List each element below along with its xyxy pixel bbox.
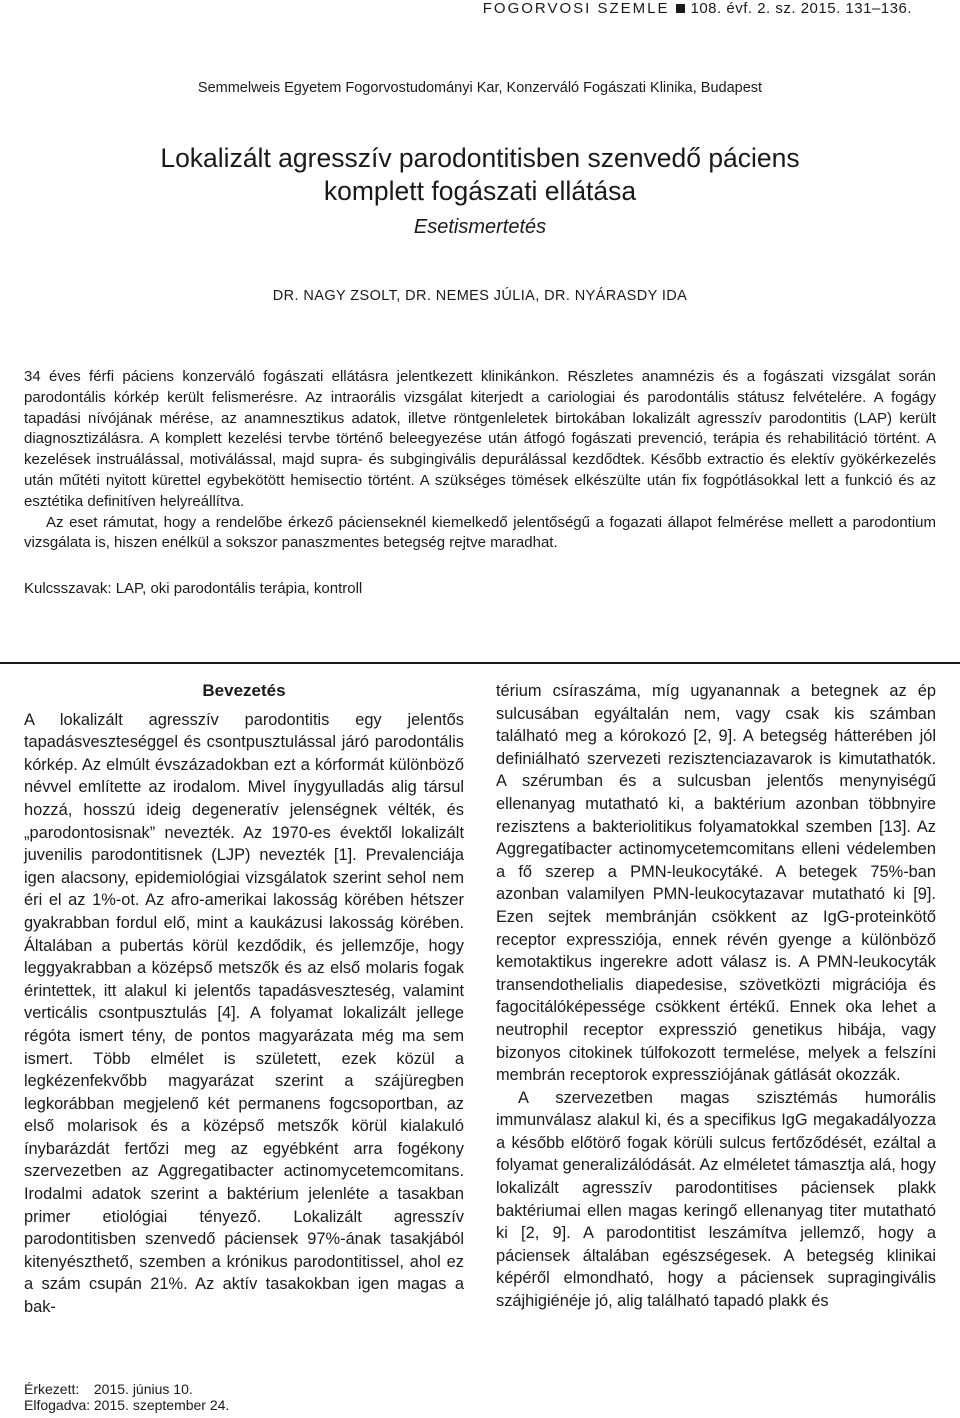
body-paragraph: A szervezetben magas szisztémás humorális immunválasz alakul ki, és a specifikus IgG megakadályozza a később előtörő fogak körüli sulcus fertőződését, ezáltal a folyamat generalizálódását. Az elméletet támasztja alá, hogy lokalizált agresszív parodontitises páciensek plakk baktériumai ellen magas keringő ellenanyag titer mutatható ki [2, 9]. A parodontitist leszámítva jellemző, hogy a páciensek általában egészségesek. A betegség klinikai képéről elmondható, hogy a páciensek supragingivális szájhigiénéje jó, alig található tapadó plakk és — [496, 1088, 936, 1311]
received-label: Érkezett: — [24, 1381, 80, 1397]
section-heading: Bevezetés — [202, 681, 286, 700]
keywords: Kulcsszavak: LAP, oki parodontális terápia, kontroll — [24, 580, 363, 597]
abstract — [24, 367, 936, 554]
article-dates — [24, 1381, 229, 1413]
left-column — [24, 680, 464, 1319]
article-title — [0, 142, 960, 208]
authors: DR. NAGY ZSOLT, DR. NEMES JÚLIA, DR. NYÁRASDY IDA — [272, 288, 688, 304]
title-line-1: Lokalizált agresszív parodontitisben szenvedő páciens — [160, 143, 800, 173]
journal-header — [483, 0, 912, 18]
accepted-date: 2015. szeptember 24. — [93, 1397, 230, 1413]
section-divider — [0, 662, 960, 664]
affiliation: Semmelweis Egyetem Fogorvostudományi Kar, Konzerváló Fogászati Klinika, Budapest — [197, 80, 763, 96]
body-paragraph: térium csíraszáma, míg ugyanannak a betegnek az ép sulcusában egyáltalán nem, vagy csak kis számban található meg a kórokozó [2, 9]. A betegség hátterében jól definiálható szervezeti rezisztenciazavarok is kimutathatók. A szérumban és a sulcusban jelentős menynyiségű ellenanyag mutatható ki, a baktérium azonban többnyire rezisztens a bakteriolitikus folyamatokkal szemben [13]. Az Aggregatibacter actinomycetemcomitans elleni védelemben a fő szerep a PMN-leukocytáké. A betegek 75%-ban azonban valamilyen PMN-leukocytazavar mutatható ki [9]. Ezen sejtek membránján csökkent az IgG-proteinkötő receptor expressziója, ennek révén gyenge a különböző kemotaktikus ingerekre adott válasz is. A PMN-leukocyták transendothelialis diapedesise, szövetközti migrációja és fagocitálóképessége csökkent értékű. Ennek oka lehet a neutrophil receptor expresszió genetikus hibája, vagy bizonyos citokinek túlfokozott termelése, melyek a felszíni membrán receptorok expressziójának gátlását okozzák. — [496, 682, 936, 1085]
abstract-paragraph: Az eset rámutat, hogy a rendelőbe érkező pácienseknél kiemelkedő jelentőségű a fogazati állapot felmérése mellett a parodontium vizsgálata is, hiszen enélkül a sokszor panaszmentes betegség rejtve maradhat. — [24, 513, 936, 552]
square-bullet-icon — [676, 4, 685, 13]
accepted-line — [24, 1397, 229, 1413]
journal-issue: 108. évf. 2. sz. 2015. 131–136. — [690, 0, 912, 17]
article-subtitle: Esetismertetés — [413, 216, 547, 238]
received-date: 2015. június 10. — [93, 1381, 193, 1397]
journal-name: FOGORVOSI SZEMLE — [482, 0, 670, 17]
body-paragraph: A lokalizált agresszív parodontitis egy jelentős tapadásveszteséggel és csontpusztulással járó parodontális kórkép. Az elmúlt évszázadokban ezt a kórformát különböző névvel említette az irodalom. Mivel ínygyulladás alig társul hozzá, hosszú ideig degeneratív jelenségnek vélték, és „parodontosisnak” nevezték. Az 1970-es évektől lokalizált juvenilis parodontitisnek (LJP) nevezték [1]. Prevalenciája igen alacsony, epidemiológiai vizsgálatok szerint sehol nem éri el az 1%-ot. Az afro-amerikai lakosság körében hétszer gyakrabban fordul elő, mint a kaukázusi lakosság körében. Általában a pubertás körül kezdődik, és jellemzője, hogy leggyakrabban a középső metszők és az első molaris fogak érintettek, itt alakul ki jelentős tapadásveszteség, valamint verticális csontpusztulás [4]. A folyamat lokalizált jellege régóta ismert tény, de pontos magyarázata még ma sem ismert. Több elmélet is született, ezek közül a legkézenfekvőbb magyarázat szerint a szájüregben legkorábban megjelenő két permanens fogcsoportban, az első molarisok és a középső metszők körül kialakuló ínybarázdát fertőzi meg az egyébként arra fogékony szervezetben az Aggregatibacter actinomycetemcomitans. Irodalmi adatok szerint a baktérium jelenléte a tasakban primer etiológiai tényező. Lokalizált agresszív parodontitisben szenvedő páciensek 97%-ának tasakjából kitenyészthető, szemben a krónikus parodontitissel, ahol ez a szám csupán 21%. Az aktív tasakokban igen magas a bak- — [24, 710, 464, 1317]
accepted-label: Elfogadva: — [24, 1397, 91, 1413]
abstract-paragraph: 34 éves férfi páciens konzerváló fogászati ellátásra jelentkezett klinikánkon. Részletes anamnézis és a fogászati vizsgálat során parodontális kórkép került felismerésre. Az intraorális vizsgálat kiterjedt a cariologiai és parodontális státusz felvételére. A fogágy tapadási nívójának mérése, az anamnesztikus adatok, illetve röntgenleletek birtokában lokalizált agresszív parodontitis (LAP) került diagnosztizálásra. A komplett kezelési tervbe történő beleegyezése után átfogó fogászati prevenció, terápia és rehabilitáció történt. A kezelések instruálással, motiválással, majd supra- és subgingivális depurálással kezdődtek. Később extractio és elektív gyökérkezelés után műtéti nyitott kürettel egybekötött hemisectio történt. A szükséges tömések elkészülte után fix fogpótlásokkal lett a funkció és az esztétika definitíven helyreállítva. — [24, 368, 936, 510]
title-line-2: komplett fogászati ellátása — [323, 176, 637, 206]
right-column — [496, 680, 936, 1313]
received-line — [24, 1381, 229, 1397]
